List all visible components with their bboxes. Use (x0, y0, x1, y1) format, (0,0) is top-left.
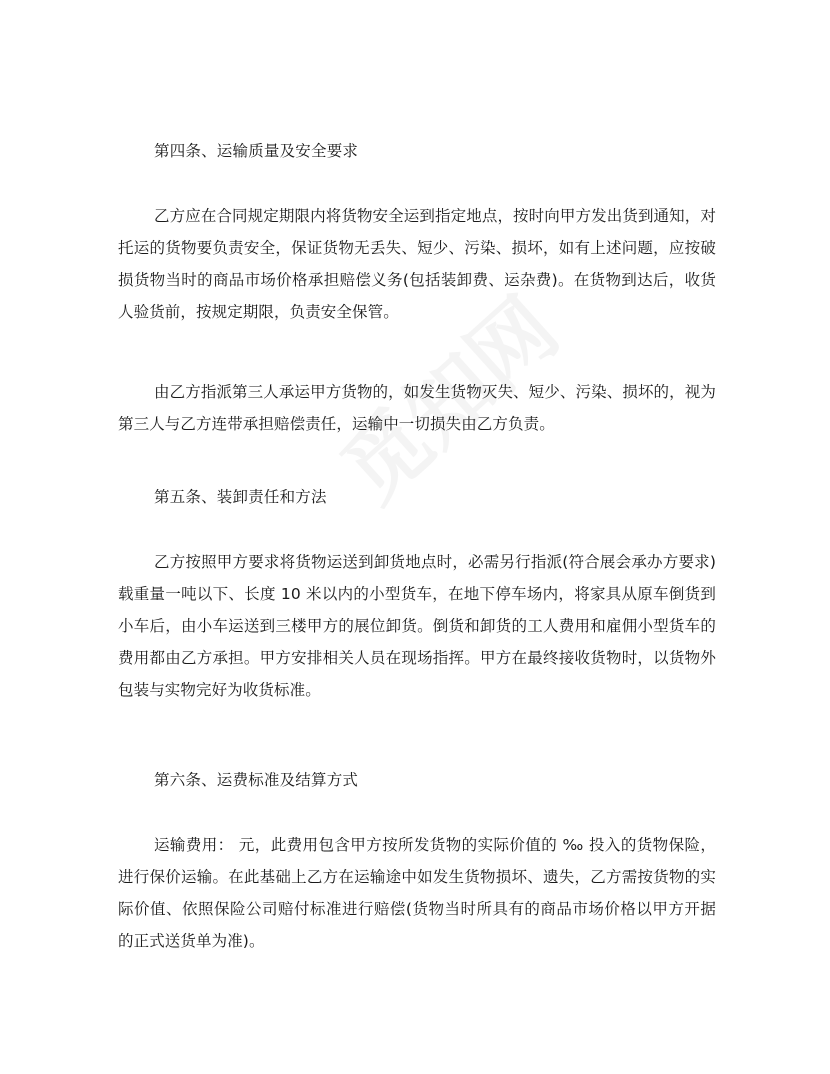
section-4-paragraph-2: 由乙方指派第三人承运甲方货物的，如发生货物灭失、短少、污染、损坏的，视为第三人与乙方连带承担赔偿责任，运输中一切损失由乙方负责。 (118, 383, 716, 433)
section-6-heading: 第六条、运费标准及结算方式 (154, 771, 359, 789)
section-4-heading: 第四条、运输质量及安全要求 (154, 142, 359, 160)
section-6-paragraph-1: 运输费用： 元，此费用包含甲方按所发货物的实际价值的 ‰ 投入的货物保险，进行保价运输。在此基础上乙方在运输途中如发生货物损坏、遗失，乙方需按货物的实际价值、依照保险公司赔付标准进行赔偿(货物当时所具有的商品市场价格以甲方开据的正式送货单为准)。 (118, 836, 716, 950)
section-5-paragraph-1: 乙方按照甲方要求将货物运送到卸货地点时，必需另行指派(符合展会承办方要求) 载重量一吨以下、长度 10 米以内的小型货车，在地下停车场内，将家具从原车倒货到小车后，由小车运送到三楼甲方的展位卸货。倒货和卸货的工人费用和雇佣小型货车的费用都由乙方承担。甲方安排相关人员在现场指挥。甲方在最终接收货物时，以货物外包装与实物完好为收货标准。 (118, 553, 716, 699)
section-4-paragraph-1: 乙方应在合同规定期限内将货物安全运到指定地点，按时向甲方发出货到通知，对托运的货物要负责安全，保证货物无丢失、短少、污染、损坏，如有上述问题，应按破损货物当时的商品市场价格承担赔偿义务(包括装卸费、运杂费)。在货物到达后，收货人验货前，按规定期限，负责安全保管。 (118, 207, 716, 321)
section-5-heading: 第五条、装卸责任和方法 (154, 488, 327, 506)
